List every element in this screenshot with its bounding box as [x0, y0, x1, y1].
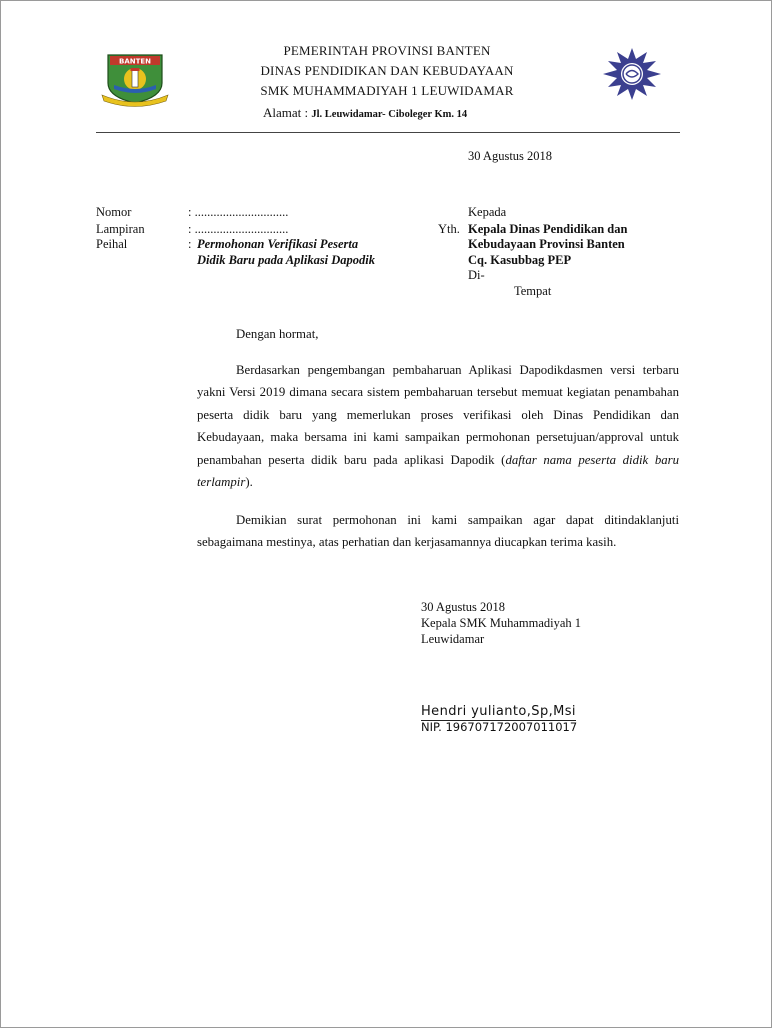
signature-title-line-1: Kepala SMK Muhammadiyah 1 [421, 616, 582, 630]
perihal-line-2: Didik Baru pada Aplikasi Dapodik [197, 253, 376, 267]
recipient-tempat: Tempat [514, 284, 552, 298]
body-paragraph-1 [197, 359, 679, 493]
letterhead-line-3: SMK MUHAMMADIYAH 1 LEUWIDAMAR [260, 83, 514, 98]
letter-date: 30 Agustus 2018 [468, 149, 553, 163]
paragraph-1-end: ). [245, 475, 253, 490]
perihal-colon: : [188, 237, 192, 251]
signatory-name: Hendri yulianto,Sp,Msi [421, 704, 576, 719]
address-value: Jl. Leuwidamar- Ciboleger Km. 14 [311, 109, 468, 120]
perihal-label: Peihal [96, 237, 128, 251]
signature-name-wrap [421, 700, 576, 719]
letterhead-line-2: DINAS PENDIDIKAN DAN KEBUDAYAAN [260, 63, 514, 78]
header-divider [96, 132, 680, 133]
signature-title-line-2: Leuwidamar [421, 632, 485, 646]
address-label: Alamat : [263, 105, 309, 120]
letterhead-line-1: PEMERINTAH PROVINSI BANTEN [283, 43, 491, 58]
recipient-line-2: Kebudayaan Provinsi Banten [468, 237, 625, 251]
recipient-yth: Yth. [438, 222, 460, 236]
muhammadiyah-emblem-icon [601, 47, 663, 101]
body-paragraph-2 [197, 509, 679, 554]
nomor-value: : .............................. [188, 205, 289, 219]
recipient-di: Di- [468, 268, 485, 282]
letterhead-address [263, 105, 467, 121]
paragraph-1-italic: daftar nama peserta didik baru terlampir [197, 452, 679, 490]
crest-text: BANTEN [118, 57, 152, 66]
signatory-nip: NIP. 196707172007011017 [421, 720, 578, 734]
perihal-line-1: Permohonan Verifikasi Peserta [197, 237, 359, 251]
recipient-line-1: Kepala Dinas Pendidikan dan [468, 222, 628, 236]
salutation: Dengan hormat, [236, 327, 319, 341]
signature-date: 30 Agustus 2018 [421, 600, 506, 614]
lampiran-value: : .............................. [188, 222, 289, 236]
recipient-kepada: Kepada [468, 205, 507, 219]
paragraph-1-text: Berdasarkan pengembangan pembaharuan Aplikasi Dapodikdasmen versi terbaru yakni Versi 2019 dimana secara sistem pembaharuan tersebut memuat kegiatan penambahan peserta didik baru yang memerlukan proses verifikasi oleh Dinas Pendidikan dan Kebudayaan, maka bersama ini kami sampaikan permohonan persetujuan/approval untuk penambahan peserta didik baru pada aplikasi Dapodik ( [197, 363, 679, 467]
nomor-label: Nomor [96, 205, 132, 219]
recipient-line-3: Cq. Kasubbag PEP [468, 253, 572, 267]
paragraph-2-text: Demikian surat permohonan ini kami sampaikan agar dapat ditindaklanjuti sebagaimana mestinya, atas perhatian dan kerjasamannya diucapkan terima kasih. [197, 513, 679, 550]
lampiran-label: Lampiran [96, 222, 145, 236]
